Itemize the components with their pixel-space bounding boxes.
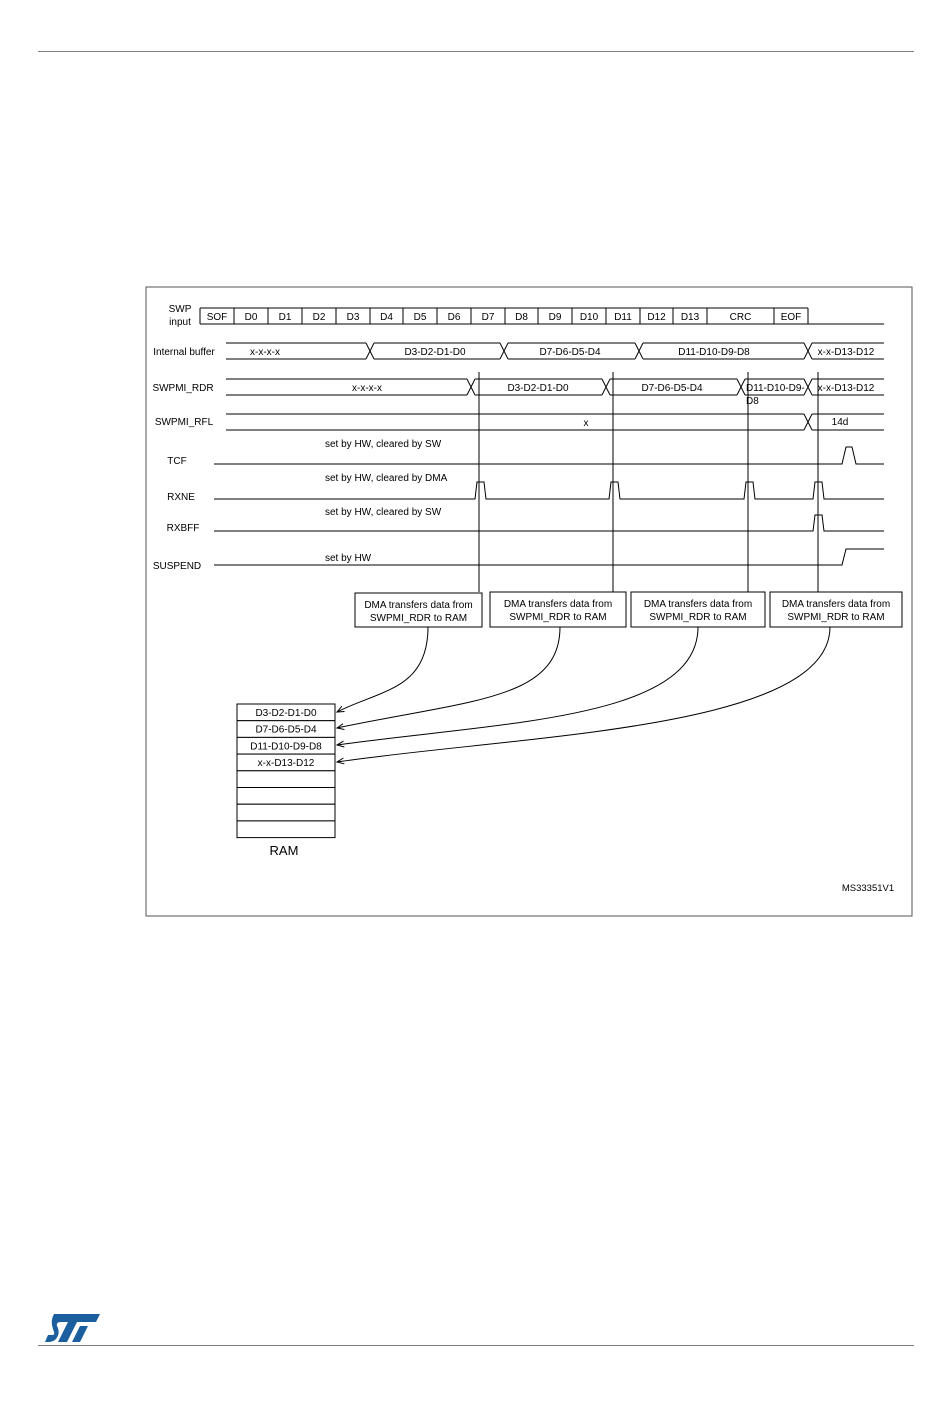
swp-cell-d11: D11	[614, 312, 632, 323]
rxne-waveform	[214, 482, 884, 499]
suspend-waveform	[214, 549, 884, 565]
swpmi-rdr-value-4: x-x-D13-D12	[817, 383, 875, 394]
tcf-waveform	[214, 447, 884, 464]
swp-cell-d1: D1	[278, 312, 292, 323]
swp-cell-d12: D12	[647, 312, 666, 323]
swpmi-rdr-value-1: D3-D2-D1-D0	[507, 383, 569, 394]
swpmi-rdr-value-3: D11-D10-D9-D8	[746, 383, 805, 407]
swpmi-rdr-value-2: D7-D6-D5-D4	[641, 383, 703, 394]
swp-cell-eof: EOF	[780, 312, 802, 323]
signal-label-2: SWPMI_RDR	[152, 383, 214, 394]
swpmi-rfl-value-1: 14d	[831, 417, 849, 428]
dma-box-text-1: DMA transfers data from SWPMI_RDR to RAM	[503, 599, 613, 623]
ram-row-7	[237, 821, 335, 838]
dma-arrow-0	[337, 627, 428, 712]
swp-cell-d2: D2	[312, 312, 326, 323]
signal-label-4: TCF	[167, 456, 187, 467]
signal-label-7: SUSPEND	[152, 561, 202, 572]
internal-buffer-value-3: D11-D10-D9-D8	[678, 347, 750, 358]
ram-row-text-2: D11-D10-D9-D8	[250, 741, 322, 753]
rxbff-waveform	[214, 515, 884, 531]
dma-arrow-1	[337, 627, 560, 728]
signal-label-5: RXNE	[167, 492, 195, 503]
figure-id: MS33351V1	[841, 883, 895, 894]
internal-buffer-value-4: x-x-D13-D12	[817, 347, 875, 358]
ram-row-text-1: D7-D6-D5-D4	[255, 724, 317, 736]
ram-row-4	[237, 771, 335, 788]
dma-box-text-0: DMA transfers data from SWPMI_RDR to RAM	[364, 600, 473, 624]
swp-cell-sof: SOF	[206, 312, 228, 323]
rxne-note: set by HW, cleared by DMA	[325, 473, 448, 484]
swp-cell-crc: CRC	[729, 312, 752, 323]
swp-cell-d4: D4	[380, 312, 393, 323]
ram-row-text-3: x-x-D13-D12	[257, 758, 315, 770]
swpmi-rfl-value-0: x	[583, 418, 589, 429]
signal-label-6: RXBFF	[166, 523, 200, 534]
swp-cell-d10: D10	[579, 312, 599, 323]
ram-label: RAM	[269, 843, 299, 858]
internal-buffer-value-2: D7-D6-D5-D4	[539, 347, 601, 358]
swp-cell-d0: D0	[244, 312, 258, 323]
swp-cell-d7: D7	[481, 312, 495, 323]
dma-arrow-2	[337, 627, 698, 745]
ram-row-text-0: D3-D2-D1-D0	[255, 708, 317, 719]
internal-buffer-value-1: D3-D2-D1-D0	[404, 347, 466, 358]
internal-buffer-value-0: x-x-x-x	[250, 347, 280, 358]
swpmi-rdr-value-0: x-x-x-x	[352, 383, 382, 394]
suspend-note: set by HW	[325, 553, 372, 564]
signal-label-3: SWPMI_RFL	[154, 417, 214, 428]
rxbff-note: set by HW, cleared by SW	[325, 507, 442, 518]
dma-box-text-2: DMA transfers data from SWPMI_RDR to RAM	[643, 599, 753, 623]
swp-cell-d3: D3	[346, 312, 360, 323]
signal-label-0: SWP input	[168, 304, 192, 328]
signal-label-1: Internal buffer	[153, 347, 215, 358]
ram-row-6	[237, 804, 335, 821]
swp-cell-d6: D6	[447, 312, 461, 323]
swp-cell-d13: D13	[680, 312, 700, 323]
dma-box-text-3: DMA transfers data from SWPMI_RDR to RAM	[781, 599, 891, 623]
ram-row-5	[237, 788, 335, 805]
swp-cell-d8: D8	[515, 312, 528, 323]
swp-cell-d9: D9	[548, 312, 562, 323]
dma-arrow-3	[337, 627, 830, 762]
swp-cell-d5: D5	[413, 312, 427, 323]
tcf-note: set by HW, cleared by SW	[325, 439, 442, 450]
st-logo	[44, 1310, 102, 1344]
